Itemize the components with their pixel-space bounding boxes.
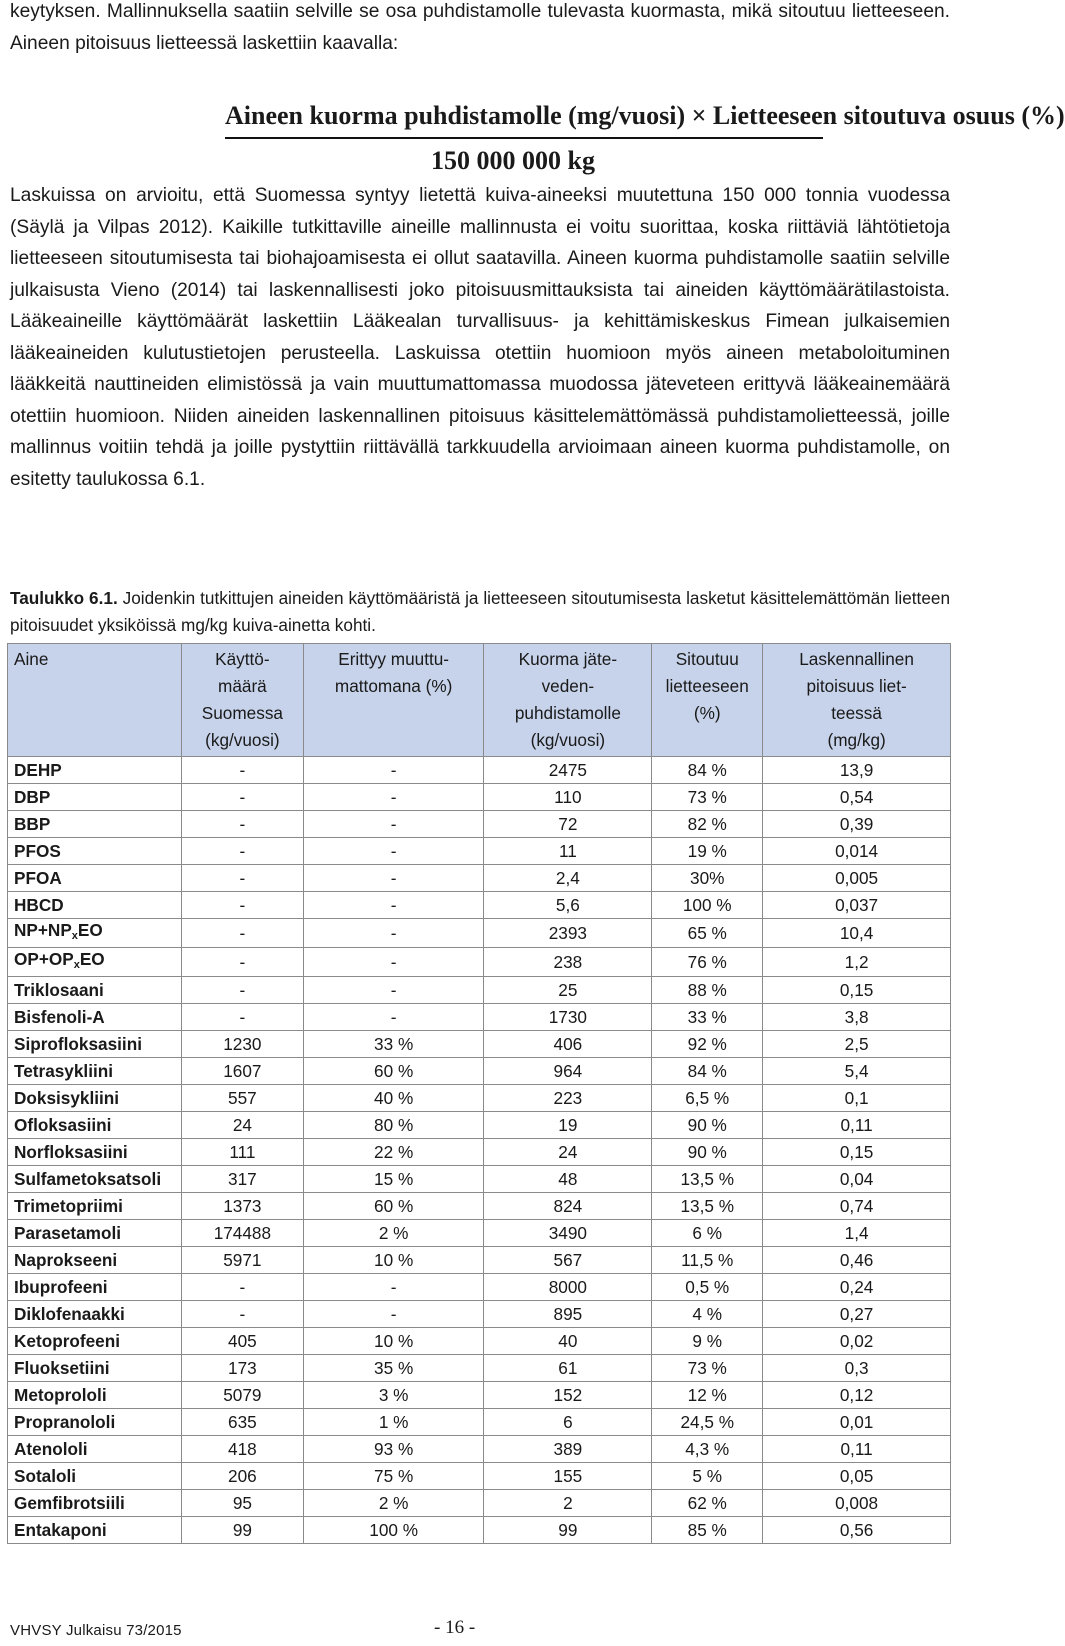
table-cell: 0,11: [763, 1436, 951, 1463]
table-cell: 6: [484, 1409, 652, 1436]
table-cell: 80 %: [303, 1112, 484, 1139]
table-header: [8, 644, 951, 757]
data-table: [7, 643, 951, 1544]
table-cell: 0,037: [763, 892, 951, 919]
table-cell: 22 %: [303, 1139, 484, 1166]
table-row: [8, 1409, 951, 1436]
formula: [225, 98, 1065, 179]
table-cell: 40 %: [303, 1085, 484, 1112]
table-cell: 33 %: [303, 1031, 484, 1058]
table-row: [8, 1166, 951, 1193]
table-body: [8, 757, 951, 1544]
table-cell: 19 %: [652, 838, 763, 865]
table-cell: 0,04: [763, 1166, 951, 1193]
table-cell: 73 %: [652, 1355, 763, 1382]
table-cell: 1,4: [763, 1220, 951, 1247]
substance-name-cell: Triklosaani: [8, 977, 182, 1004]
table-cell: -: [181, 892, 303, 919]
table-cell: 6,5 %: [652, 1085, 763, 1112]
table-cell: 0,15: [763, 977, 951, 1004]
table-cell: 0,27: [763, 1301, 951, 1328]
table-cell: 90 %: [652, 1139, 763, 1166]
table-row: [8, 1220, 951, 1247]
table-cell: 2,4: [484, 865, 652, 892]
table-cell: 173: [181, 1355, 303, 1382]
substance-name-cell: Trimetopriimi: [8, 1193, 182, 1220]
table-row: [8, 1031, 951, 1058]
substance-name-cell: Parasetamoli: [8, 1220, 182, 1247]
table-row: [8, 1301, 951, 1328]
table-cell: -: [303, 1004, 484, 1031]
table-cell: -: [181, 1301, 303, 1328]
table-cell: 85 %: [652, 1517, 763, 1544]
table-cell: 0,014: [763, 838, 951, 865]
table-cell: 389: [484, 1436, 652, 1463]
table-cell: 82 %: [652, 811, 763, 838]
table-row: [8, 1112, 951, 1139]
table-row: [8, 865, 951, 892]
table-row: [8, 919, 951, 948]
table-cell: 95: [181, 1490, 303, 1517]
table-cell: 5,6: [484, 892, 652, 919]
table-row: [8, 1355, 951, 1382]
table-cell: 5971: [181, 1247, 303, 1274]
table-row: [8, 757, 951, 784]
table-cell: 206: [181, 1463, 303, 1490]
table-cell: 1607: [181, 1058, 303, 1085]
table-cell: -: [181, 784, 303, 811]
table-cell: 238: [484, 948, 652, 977]
table-cell: 100 %: [652, 892, 763, 919]
table-cell: 24: [484, 1139, 652, 1166]
substance-name-cell: Propranololi: [8, 1409, 182, 1436]
table-row: [8, 838, 951, 865]
table-cell: 19: [484, 1112, 652, 1139]
table-cell: 1,2: [763, 948, 951, 977]
table-cell: -: [303, 811, 484, 838]
table-cell: 3,8: [763, 1004, 951, 1031]
substance-name-cell: Diklofenaakki: [8, 1301, 182, 1328]
substance-name-cell: $OP+OP_xEO$: [8, 948, 182, 977]
substance-name-cell: Ibuprofeeni: [8, 1274, 182, 1301]
table-cell: 4 %: [652, 1301, 763, 1328]
table-cell: -: [303, 892, 484, 919]
table-cell: 75 %: [303, 1463, 484, 1490]
table-cell: 0,15: [763, 1139, 951, 1166]
table-cell: -: [181, 757, 303, 784]
table-cell: 0,05: [763, 1463, 951, 1490]
table-row: [8, 1517, 951, 1544]
column-header: Erittyy muuttu- mattomana (%): [303, 644, 484, 757]
table-cell: -: [181, 865, 303, 892]
substance-name-cell: Ofloksasiini: [8, 1112, 182, 1139]
table-cell: 72: [484, 811, 652, 838]
table-cell: 1373: [181, 1193, 303, 1220]
table-cell: 964: [484, 1058, 652, 1085]
table-caption: [10, 585, 950, 639]
table-cell: 0,005: [763, 865, 951, 892]
table-cell: -: [303, 1274, 484, 1301]
table-cell: 10,4: [763, 919, 951, 948]
table-cell: 99: [484, 1517, 652, 1544]
table-cell: -: [181, 1004, 303, 1031]
table-cell: 2 %: [303, 1220, 484, 1247]
table-cell: 895: [484, 1301, 652, 1328]
table-cell: 11: [484, 838, 652, 865]
table-cell: 2393: [484, 919, 652, 948]
table-row: [8, 1328, 951, 1355]
table-cell: 11,5 %: [652, 1247, 763, 1274]
substance-name-cell: $NP+NP_xEO$: [8, 919, 182, 948]
substance-name-cell: DEHP: [8, 757, 182, 784]
substance-name-cell: Norfloksasiini: [8, 1139, 182, 1166]
table-cell: 5,4: [763, 1058, 951, 1085]
table-cell: 0,11: [763, 1112, 951, 1139]
header-row: [8, 644, 951, 757]
substance-name-cell: DBP: [8, 784, 182, 811]
column-header: Sitoutuu lietteeseen (%): [652, 644, 763, 757]
table-cell: 92 %: [652, 1031, 763, 1058]
table-row: [8, 977, 951, 1004]
formula-numerator: Aineen kuorma puhdistamolle (mg/vuosi) × Lietteeseen sitoutuva osuus (%): [225, 101, 1065, 130]
table-cell: 0,02: [763, 1328, 951, 1355]
table-cell: 12 %: [652, 1382, 763, 1409]
table-cell: 40: [484, 1328, 652, 1355]
substance-name-cell: Entakaponi: [8, 1517, 182, 1544]
table-cell: 111: [181, 1139, 303, 1166]
table-cell: -: [303, 1301, 484, 1328]
table-row: [8, 892, 951, 919]
substance-name-cell: Bisfenoli-A: [8, 1004, 182, 1031]
substance-name-cell: PFOS: [8, 838, 182, 865]
table-cell: 824: [484, 1193, 652, 1220]
table-cell: 0,1: [763, 1085, 951, 1112]
table-cell: 635: [181, 1409, 303, 1436]
table-cell: 93 %: [303, 1436, 484, 1463]
table-cell: 2: [484, 1490, 652, 1517]
table-cell: 174488: [181, 1220, 303, 1247]
table-cell: 73 %: [652, 784, 763, 811]
column-header: Laskennallinen pitoisuus liet- teessä (mg/kg): [763, 644, 951, 757]
table-cell: 317: [181, 1166, 303, 1193]
substance-name-cell: Atenololi: [8, 1436, 182, 1463]
table-row: [8, 1247, 951, 1274]
substance-name-cell: Tetrasykliini: [8, 1058, 182, 1085]
table-cell: 567: [484, 1247, 652, 1274]
table-row: [8, 1274, 951, 1301]
table-row: [8, 1139, 951, 1166]
table-cell: 4,3 %: [652, 1436, 763, 1463]
substance-name-cell: Doksisykliini: [8, 1085, 182, 1112]
table-cell: 13,5 %: [652, 1193, 763, 1220]
table-cell: 6 %: [652, 1220, 763, 1247]
table-cell: -: [303, 865, 484, 892]
table-row: [8, 1382, 951, 1409]
table-cell: 24,5 %: [652, 1409, 763, 1436]
caption-label: Taulukko 6.1.: [10, 588, 118, 608]
table-cell: 61: [484, 1355, 652, 1382]
formula-denominator: 150 000 000 kg: [431, 146, 595, 175]
footer-publication: VHVSY Julkaisu 73/2015: [10, 1622, 182, 1639]
body-paragraph: Laskuissa on arvioitu, että Suomessa syntyy lietettä kuiva-aineeksi muutettuna 150 000 tonnia vuodessa (Säylä ja Vilpas 2012). Kaikille tutkittaville aineille mallinnusta ei voitu suorittaa, koska riittäviä lähtötietoja lietteeseen sitoutumisesta tai biohajoamisesta ei ollut saatavilla. Aineen kuorma puhdistamolle saatiin selville julkaisusta Vieno (2014) tai laskennallisesti joko pitoisuusmittauksista tai aineiden käyttömäärätilastoista. Lääkeaineille käyttömäärät laskettiin Lääkealan turvallisuus- ja kehittämiskeskus Fimean julkaisemien lääkeaineiden kulutustietojen perusteella. Laskuissa otettiin huomioon myös aineen metaboloituminen lääkkeitä nauttineiden elimistössä ja vain muuttumattomassa muodossa jäteveteen erittyvä lääkeainemäärä otettiin huomioon. Niiden aineiden laskennallinen pitoisuus käsittelemättömässä puhdistamolietteessä, joille mallinnus voitiin tehdä ja joille pystyttiin riittävällä tarkkuudella arvioimaan aineen kuorma puhdistamolle, on esitetty taulukossa 6.1.: [10, 185, 950, 490]
table-cell: 0,3: [763, 1355, 951, 1382]
table-cell: 152: [484, 1382, 652, 1409]
column-header: Kuorma jäte- veden- puhdistamolle (kg/vuosi): [484, 644, 652, 757]
table-cell: 0,008: [763, 1490, 951, 1517]
table-cell: 2 %: [303, 1490, 484, 1517]
table-cell: 9 %: [652, 1328, 763, 1355]
table-cell: 100 %: [303, 1517, 484, 1544]
table-cell: 15 %: [303, 1166, 484, 1193]
table-cell: 30%: [652, 865, 763, 892]
table-cell: 3 %: [303, 1382, 484, 1409]
table-cell: 48: [484, 1166, 652, 1193]
table-cell: -: [181, 977, 303, 1004]
table-cell: -: [303, 948, 484, 977]
table-cell: 84 %: [652, 757, 763, 784]
table-cell: 0,56: [763, 1517, 951, 1544]
table-row: [8, 784, 951, 811]
table-cell: 2475: [484, 757, 652, 784]
table-row: [8, 1004, 951, 1031]
table-cell: -: [303, 757, 484, 784]
substance-name-cell: Gemfibrotsiili: [8, 1490, 182, 1517]
table-row: [8, 1193, 951, 1220]
substance-name-cell: Siprofloksasiini: [8, 1031, 182, 1058]
substance-name-cell: HBCD: [8, 892, 182, 919]
substance-name-cell: Sulfametoksatsoli: [8, 1166, 182, 1193]
table-cell: 62 %: [652, 1490, 763, 1517]
table-cell: 35 %: [303, 1355, 484, 1382]
column-header: Käyttö- määrä Suomessa (kg/vuosi): [181, 644, 303, 757]
table-cell: 2,5: [763, 1031, 951, 1058]
page-number: - 16 -: [434, 1617, 476, 1638]
table-cell: 405: [181, 1328, 303, 1355]
table-row: [8, 1490, 951, 1517]
table-cell: -: [303, 977, 484, 1004]
table-cell: 1 %: [303, 1409, 484, 1436]
table-cell: -: [181, 838, 303, 865]
table-cell: 65 %: [652, 919, 763, 948]
table-cell: 60 %: [303, 1058, 484, 1085]
table-cell: -: [181, 948, 303, 977]
table-cell: 24: [181, 1112, 303, 1139]
table-cell: 25: [484, 977, 652, 1004]
table-cell: 155: [484, 1463, 652, 1490]
column-header: Aine: [8, 644, 182, 757]
table-cell: 0,46: [763, 1247, 951, 1274]
table-cell: 60 %: [303, 1193, 484, 1220]
table-cell: -: [181, 919, 303, 948]
table-row: [8, 1436, 951, 1463]
table-cell: 5 %: [652, 1463, 763, 1490]
table-cell: 223: [484, 1085, 652, 1112]
table-cell: 406: [484, 1031, 652, 1058]
table-cell: -: [303, 919, 484, 948]
table-cell: 557: [181, 1085, 303, 1112]
table-cell: 99: [181, 1517, 303, 1544]
table-cell: -: [181, 811, 303, 838]
table-row: [8, 948, 951, 977]
table-cell: 0,74: [763, 1193, 951, 1220]
table-row: [8, 811, 951, 838]
table-cell: 3490: [484, 1220, 652, 1247]
table-cell: 76 %: [652, 948, 763, 977]
table-cell: 0,12: [763, 1382, 951, 1409]
table-cell: 418: [181, 1436, 303, 1463]
table-cell: -: [181, 1274, 303, 1301]
table-cell: 13,5 %: [652, 1166, 763, 1193]
table-cell: 90 %: [652, 1112, 763, 1139]
substance-name-cell: Naprokseeni: [8, 1247, 182, 1274]
table-cell: 1730: [484, 1004, 652, 1031]
table-row: [8, 1058, 951, 1085]
table-cell: 0,54: [763, 784, 951, 811]
table-cell: 0,01: [763, 1409, 951, 1436]
table-row: [8, 1463, 951, 1490]
caption-text: Joidenkin tutkittujen aineiden käyttömääristä ja lietteeseen sitoutumisesta lasketut käsittelemättömän lietteen pitoisuudet yksiköissä mg/kg kuiva-ainetta kohti.: [10, 588, 950, 635]
table-cell: 10 %: [303, 1328, 484, 1355]
substance-name-cell: Metoprololi: [8, 1382, 182, 1409]
table-row: [8, 1085, 951, 1112]
substance-name-cell: Sotaloli: [8, 1463, 182, 1490]
table-cell: 84 %: [652, 1058, 763, 1085]
intro-paragraph: keytyksen. Mallinnuksella saatiin selville se osa puhdistamolle tulevasta kuormasta, mikä sitoutuu lietteeseen. Aineen pitoisuus lietteessä laskettiin kaavalla:: [10, 1, 950, 54]
substance-name-cell: Fluoksetiini: [8, 1355, 182, 1382]
table-cell: 8000: [484, 1274, 652, 1301]
table-cell: 13,9: [763, 757, 951, 784]
table-cell: -: [303, 838, 484, 865]
table-cell: 0,24: [763, 1274, 951, 1301]
table-cell: 10 %: [303, 1247, 484, 1274]
substance-name-cell: Ketoprofeeni: [8, 1328, 182, 1355]
table-cell: 0,5 %: [652, 1274, 763, 1301]
table-cell: 5079: [181, 1382, 303, 1409]
substance-name-cell: PFOA: [8, 865, 182, 892]
table-cell: 1230: [181, 1031, 303, 1058]
substance-name-cell: BBP: [8, 811, 182, 838]
table-cell: 33 %: [652, 1004, 763, 1031]
table-cell: 88 %: [652, 977, 763, 1004]
table-cell: 0,39: [763, 811, 951, 838]
table-cell: 110: [484, 784, 652, 811]
table-cell: -: [303, 784, 484, 811]
